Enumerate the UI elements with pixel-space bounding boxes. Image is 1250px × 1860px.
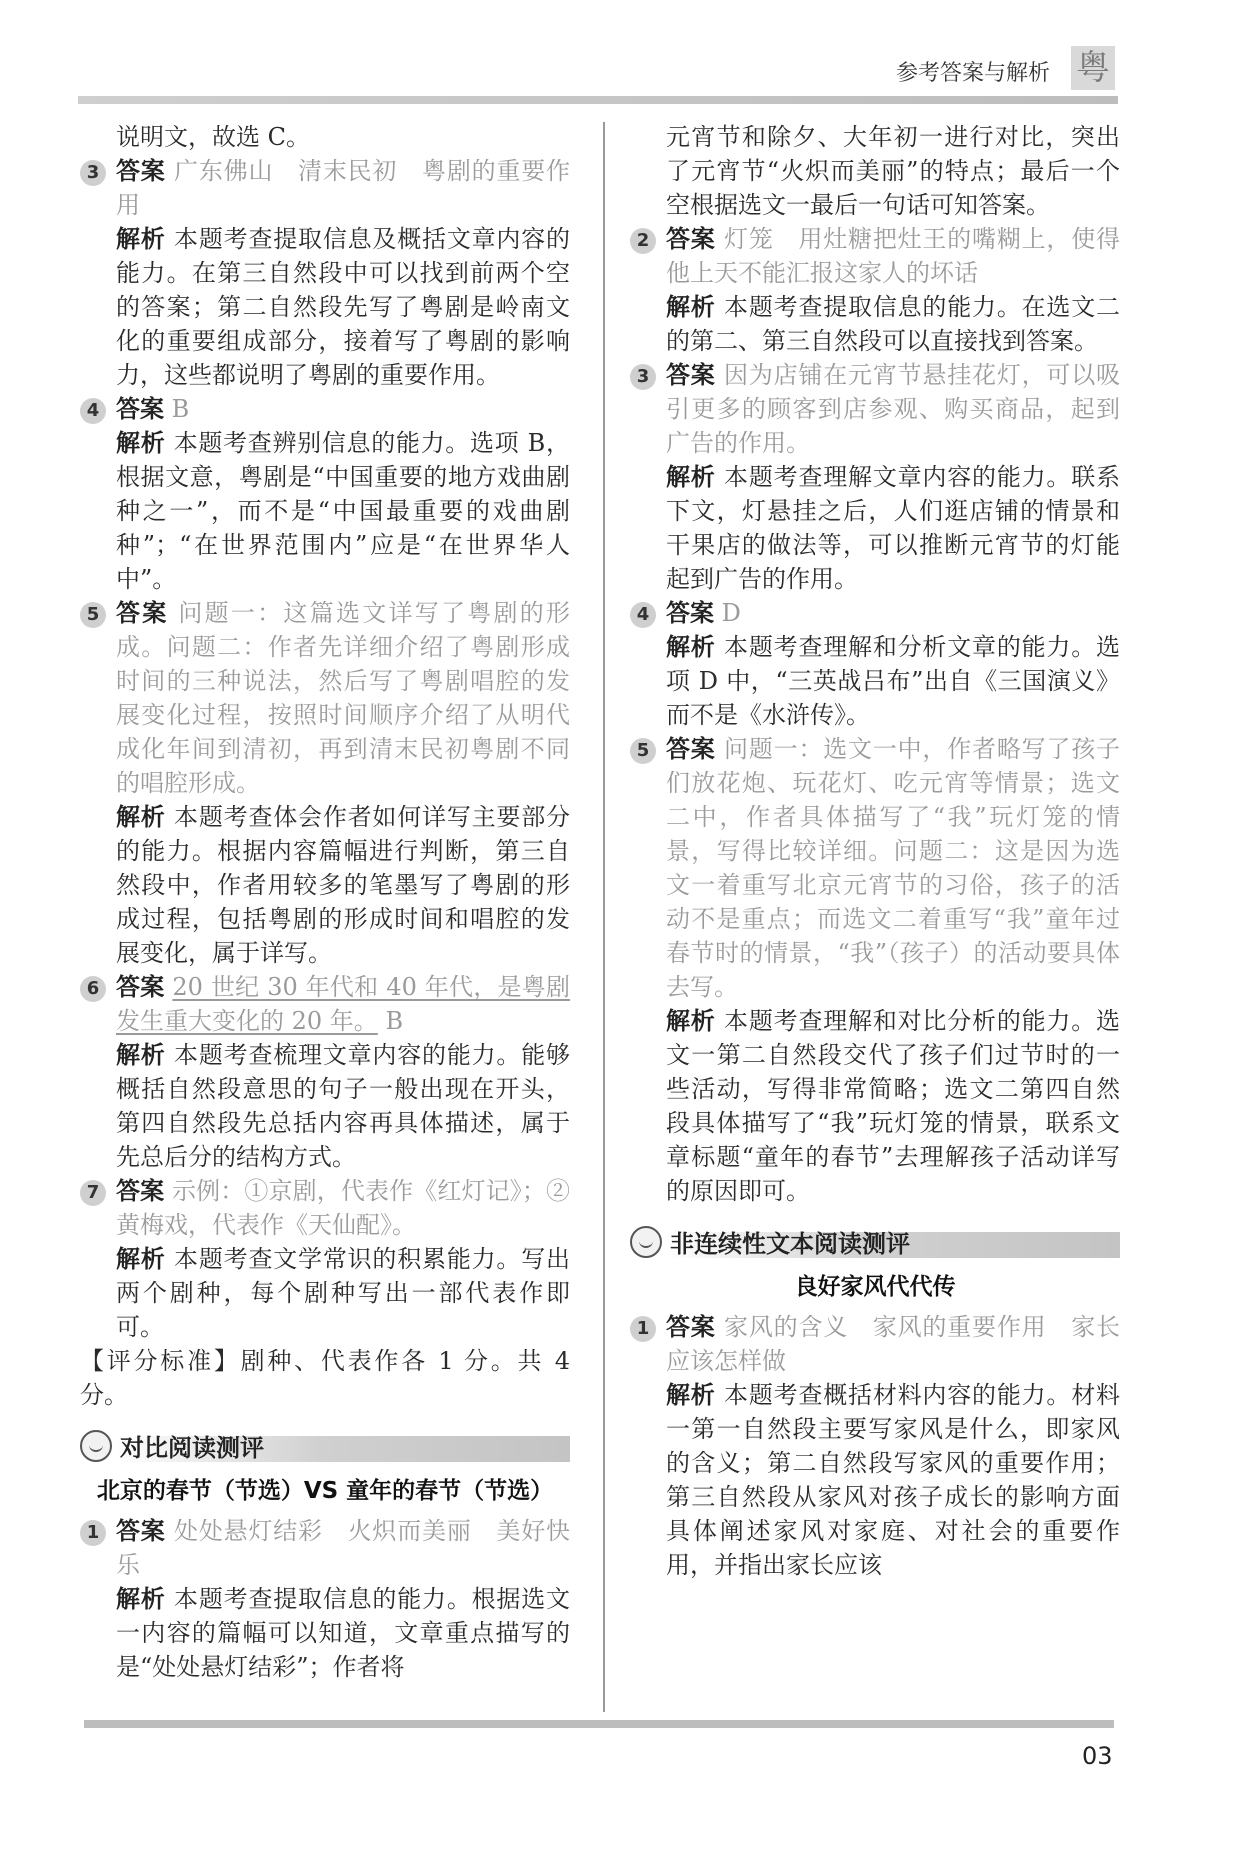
- analysis-text: 本题考查梳理文章内容的能力。能够概括自然段意思的句子一般出现在开头，第四自然段先总括内容再具体描述，属于先总后分的结构方式。: [116, 1041, 571, 1171]
- question-6-answer: [80, 970, 570, 1038]
- analysis-label: 解析: [666, 463, 716, 491]
- column-divider: [603, 122, 605, 1712]
- comparison-1-answer: [80, 1514, 570, 1582]
- analysis-label: 解析: [666, 633, 716, 661]
- student-icon: [630, 1226, 662, 1258]
- question-4-answer: [630, 596, 1120, 630]
- answer-text-underlined: 20 世纪 30 年代和 40 年代，是粤剧发生重大变化的 20 年。: [116, 973, 570, 1035]
- analysis-label: 解析: [116, 803, 166, 831]
- comparison-1-analysis: [80, 1582, 570, 1684]
- question-4-answer: [80, 392, 570, 426]
- answer-label: 答案: [116, 1177, 165, 1205]
- intro-text: 元宵节和除夕、大年初一进行对比，突出了元宵节“火炽而美丽”的特点；最后一个空根据选文一最后一句话可知答案。: [666, 123, 1120, 219]
- answer-label: 答案: [666, 225, 716, 253]
- noncontinuous-1-answer: [630, 1310, 1120, 1378]
- answer-choice: B: [385, 1007, 404, 1035]
- analysis-label: 解析: [666, 1007, 716, 1035]
- question-number: 5: [630, 738, 656, 764]
- analysis-text: 本题考查文学常识的积累能力。写出两个剧种，每个剧种写出一部代表作即可。: [116, 1245, 571, 1341]
- question-3-analysis: [630, 460, 1120, 596]
- question-number: 4: [80, 398, 106, 424]
- analysis-text: 本题考查理解文章内容的能力。联系下文，灯悬挂之后，人们逛店铺的情景和干果店的做法等，可以推断元宵节的灯能起到广告的作用。: [666, 463, 1121, 593]
- answer-text: 处处悬灯结彩 火炽而美丽 美好快乐: [116, 1517, 571, 1579]
- question-4-analysis: [80, 426, 570, 596]
- intro-text: 说明文，故选 C。: [116, 123, 310, 151]
- question-2-answer: [630, 222, 1120, 290]
- analysis-label: 解析: [116, 429, 166, 457]
- analysis-text: 本题考查提取信息及概括文章内容的能力。在第三自然段中可以找到前两个空的答案；第二自然段先写了粤剧是岭南文化的重要组成部分，接着写了粤剧的影响力，这些都说明了粤剧的重要作用。: [116, 225, 571, 389]
- analysis-label: 解析: [116, 1041, 166, 1069]
- answer-label: 答案: [666, 735, 716, 763]
- answer-text: 示例：①京剧，代表作《红灯记》；②黄梅戏，代表作《天仙配》。: [116, 1177, 571, 1239]
- section-subtitle: 北京的春节（节选）VS 童年的春节（节选）: [96, 1478, 554, 1504]
- answer-label: 答案: [116, 599, 169, 627]
- right-column: [630, 120, 1120, 1582]
- left-column: [80, 120, 570, 1684]
- header-rule: [78, 96, 1118, 104]
- answer-label: 答案: [116, 1517, 166, 1545]
- answer-text: 灯笼 用灶糖把灶王的嘴糊上，使得他上天不能汇报这家人的坏话: [666, 225, 1121, 287]
- question-number: 6: [80, 976, 106, 1002]
- section-title: 对比阅读测评: [120, 1434, 264, 1462]
- answer-text: 因为店铺在元宵节悬挂花灯，可以吸引更多的顾客到店参观、购买商品，起到广告的作用。: [666, 361, 1121, 457]
- header-title: 参考答案与解析: [896, 61, 1051, 86]
- region-glyph-badge: 粤: [1071, 46, 1115, 90]
- answer-label: 答案: [116, 395, 164, 423]
- scoring-standard: 【评分标准】剧种、代表作各 1 分。共 4 分。: [80, 1347, 570, 1409]
- question-number: 3: [630, 364, 656, 390]
- question-3-answer: [630, 358, 1120, 460]
- answer-text: 问题一：选文一中，作者略写了孩子们放花炮、玩花灯、吃元宵等情景；选文二中，作者具体描写了“我”玩灯笼的情景，写得比较详细。问题二：这是因为选文一着重写北京元宵节的习俗，孩子的活动不是重点；而选文二着重写“我”童年过春节时的情景，“我”（孩子）的活动要具体去写。: [666, 735, 1121, 1001]
- answer-label: 答案: [116, 157, 166, 185]
- analysis-text: 本题考查理解和对比分析的能力。选文一第二自然段交代了孩子们过节时的一些活动，写得非常简略；选文二第四自然段具体描写了“我”玩灯笼的情景，联系文章标题“童年的春节”去理解孩子活动详写的原因即可。: [666, 1007, 1121, 1205]
- question-4-analysis: [630, 630, 1120, 732]
- answer-label: 答案: [666, 361, 716, 389]
- analysis-text: 本题考查体会作者如何详写主要部分的能力。根据内容篇幅进行判断，第三自然段中，作者用较多的笔墨写了粤剧的形成过程，包括粤剧的形成时间和唱腔的发展变化，属于详写。: [116, 803, 571, 967]
- footer-rule: [84, 1720, 1114, 1728]
- page-number: 03: [1082, 1742, 1113, 1770]
- analysis-label: 解析: [116, 1585, 166, 1613]
- section-subtitle: 良好家风代代传: [794, 1274, 956, 1300]
- section-header-noncontinuous: [630, 1224, 1120, 1264]
- analysis-label: 解析: [666, 293, 716, 321]
- answer-label: 答案: [116, 973, 165, 1001]
- question-3-analysis: [80, 222, 570, 392]
- analysis-label: 解析: [666, 1381, 716, 1409]
- analysis-text: 本题考查概括材料内容的能力。材料一第一自然段主要写家风是什么，即家风的含义；第二自然段写家风的重要作用；第三自然段从家风对孩子成长的影响方面具体阐述家风对家庭、对社会的重要作用，并指出家长应该: [666, 1381, 1121, 1579]
- question-number: 4: [630, 602, 656, 628]
- noncontinuous-1-analysis: [630, 1378, 1120, 1582]
- question-number: 7: [80, 1180, 106, 1206]
- answer-text: 问题一：这篇选文详写了粤剧的形成。问题二：作者先详细介绍了粤剧形成时间的三种说法，然后写了粤剧唱腔的发展变化过程，按照时间顺序介绍了从明代成化年间到清初，再到清末民初粤剧不同的唱腔形成。: [116, 599, 570, 797]
- question-7-analysis: [80, 1242, 570, 1344]
- question-3-answer: [80, 154, 570, 222]
- question-number: 2: [630, 228, 656, 254]
- question-5-analysis: [80, 800, 570, 970]
- question-2-analysis: [630, 290, 1120, 358]
- question-number: 1: [80, 1520, 106, 1546]
- question-number: 3: [80, 160, 106, 186]
- answer-text: D: [721, 599, 741, 627]
- question-5-answer: [630, 732, 1120, 1004]
- analysis-text: 本题考查理解和分析文章的能力。选项 D 中，“三英战吕布”出自《三国演义》而不是《水浒传》。: [666, 633, 1121, 729]
- analysis-text: 本题考查提取信息的能力。根据选文一内容的篇幅可以知道，文章重点描写的是“处处悬灯结彩”；作者将: [116, 1585, 571, 1681]
- section-header-comparison: [80, 1428, 570, 1468]
- analysis-text: 本题考查辨别信息的能力。选项 B，根据文意，粤剧是“中国重要的地方戏曲剧种之一”，而不是“中国最重要的戏曲剧种”；“在世界范围内”应是“在世界华人中”。: [116, 429, 571, 593]
- analysis-label: 解析: [116, 225, 166, 253]
- question-5-answer: [80, 596, 570, 800]
- answer-label: 答案: [666, 1313, 716, 1341]
- student-icon: [80, 1430, 112, 1462]
- answer-text: B: [171, 395, 190, 423]
- section-title: 非连续性文本阅读测评: [670, 1230, 910, 1258]
- analysis-label: 解析: [116, 1245, 166, 1273]
- analysis-text: 本题考查提取信息的能力。在选文二的第二、第三自然段可以直接找到答案。: [666, 293, 1121, 355]
- question-6-analysis: [80, 1038, 570, 1174]
- question-number: 5: [80, 602, 106, 628]
- question-7-answer: [80, 1174, 570, 1242]
- answer-label: 答案: [666, 599, 714, 627]
- question-number: 1: [630, 1316, 656, 1342]
- answer-text: 广东佛山 清末民初 粤剧的重要作用: [116, 157, 571, 219]
- question-5-analysis: [630, 1004, 1120, 1208]
- answer-text: 家风的含义 家风的重要作用 家长应该怎样做: [666, 1313, 1121, 1375]
